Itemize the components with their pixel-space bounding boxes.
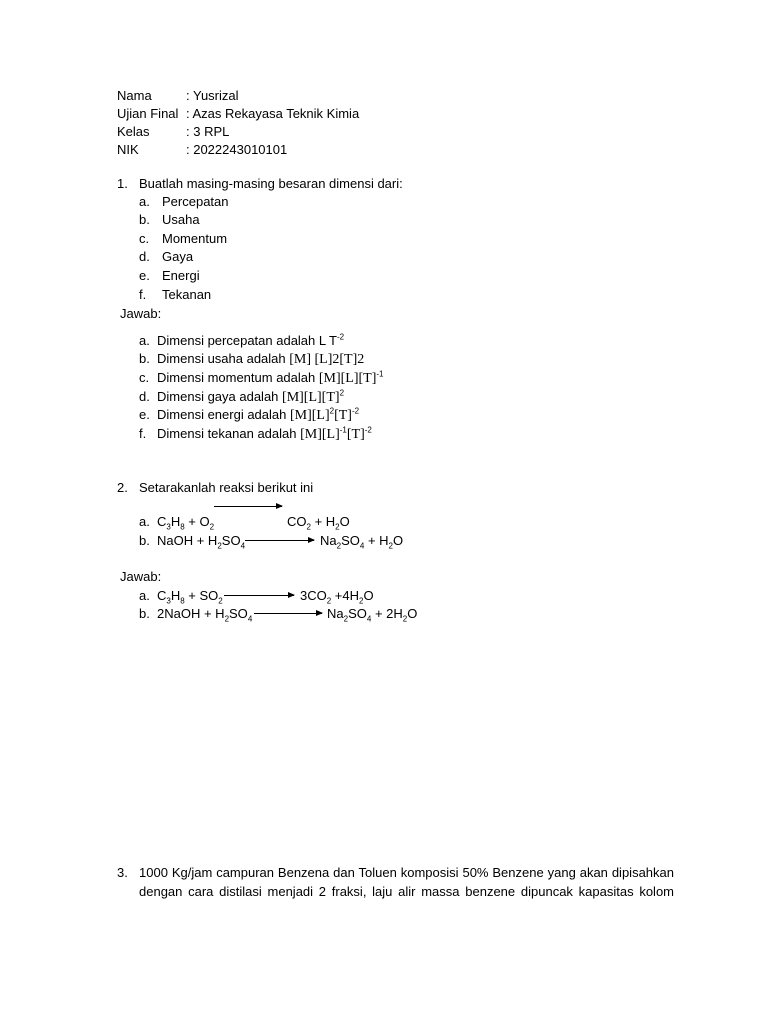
answer-exponent: -2 [364, 425, 372, 435]
question-number: 3. [117, 865, 128, 880]
answer-exponent: -2 [351, 406, 360, 416]
value-nama: : Yusrizal [186, 88, 239, 103]
answer-line [157, 389, 344, 406]
products: $Na_2SO_4 + H_2O$ [320, 533, 404, 551]
answer-exponent: -1 [339, 425, 347, 435]
answer-exponent: 2 [329, 406, 335, 416]
answer-exponent: -1 [376, 369, 384, 379]
products: $CO_2 + H_2O$ [287, 514, 350, 532]
value-ujian: : Azas Rekayasa Teknik Kimia [186, 106, 360, 121]
item-letter: f. [139, 287, 147, 302]
item-text: Momentum [162, 231, 228, 246]
answer-formula: [M][L] [289, 408, 330, 423]
answer-line [157, 333, 344, 349]
question-number: 2. [117, 480, 128, 495]
label-kelas: Kelas [117, 124, 150, 139]
reaction-arrow [254, 613, 322, 614]
answer-text: Dimensi gaya adalah [157, 389, 283, 404]
label-nama: Nama [117, 88, 152, 103]
answer-formula: [M][L] [300, 427, 340, 442]
answer-text: Dimensi tekanan adalah [157, 426, 301, 441]
reaction-arrow [214, 506, 282, 507]
reactants: NaOH + $H_2SO_4$ [157, 533, 246, 551]
answer-formula: [T] [346, 427, 365, 442]
item-letter: e. [139, 268, 150, 283]
answer-formula: [M][L][T] [282, 390, 340, 405]
item-letter: c. [139, 231, 150, 246]
reactants: 2NaOH + $H_2SO_4$ [157, 606, 253, 624]
question-number: 1. [117, 176, 128, 191]
answer-line [157, 351, 364, 368]
jawab-label: Jawab: [120, 569, 162, 584]
answer-letter: c. [139, 370, 150, 385]
answer-letter: b. [139, 351, 150, 366]
answer-text: Dimensi usaha adalah [157, 351, 290, 366]
answer-text: Dimensi momentum adalah [157, 370, 319, 385]
jawab-label: Jawab: [120, 306, 162, 321]
question-text: 1000 Kg/jam campuran Benzena dan Toluen komposisi 50% Benzene yang akan dipisahkan dengan cara distilasi menjadi 2 fraksi, laju alir massa benzene dipuncak kapasitas kolom [139, 865, 674, 899]
value-kelas: : 3 RPL [186, 124, 230, 139]
item-letter: a. [139, 194, 150, 209]
products: $3CO_2 +4H_2O$ [300, 588, 374, 606]
label-nik: NIK [117, 142, 139, 157]
products: $Na_2SO_4 + 2H_2O$ [327, 606, 418, 624]
answer-line [157, 426, 372, 443]
answer-letter: a. [139, 588, 150, 603]
answer-letter: f. [139, 426, 147, 441]
question-text: Buatlah masing-masing besaran dimensi dari: [139, 176, 403, 191]
value-nik: : 2022243010101 [186, 142, 288, 157]
item-text: Percepatan [162, 194, 229, 209]
reactants: $C_3H_8 + O_2$ [157, 514, 215, 532]
answer-text: Dimensi percepatan adalah L T [157, 333, 337, 348]
item-letter: b. [139, 212, 150, 227]
answer-letter: b. [139, 606, 150, 621]
answer-line [157, 370, 384, 387]
answer-letter: d. [139, 389, 150, 404]
answer-text: Dimensi energi adalah [157, 407, 290, 422]
answer-formula: [T] [334, 408, 352, 423]
answer-letter: a. [139, 333, 150, 348]
question-text: Setarakanlah reaksi berikut ini [139, 480, 314, 495]
answer-exponent: -2 [336, 332, 345, 342]
reaction-arrow [245, 540, 314, 541]
item-letter: d. [139, 249, 150, 264]
item-text: Tekanan [162, 287, 212, 302]
item-text: Energi [162, 268, 200, 283]
item-text: Gaya [162, 249, 194, 264]
label-ujian: Ujian Final [117, 106, 179, 121]
item-letter: a. [139, 514, 150, 529]
answer-formula: [M] [L]2[T]2 [289, 352, 365, 367]
item-text: Usaha [162, 212, 200, 227]
answer-line [157, 407, 359, 424]
reactants: $C_3H_8 + SO_2$ [157, 588, 223, 606]
answer-formula: [M][L][T] [318, 371, 377, 386]
item-letter: b. [139, 533, 150, 548]
reaction-arrow [224, 595, 294, 596]
answer-letter: e. [139, 407, 150, 422]
answer-exponent: 2 [339, 388, 345, 398]
